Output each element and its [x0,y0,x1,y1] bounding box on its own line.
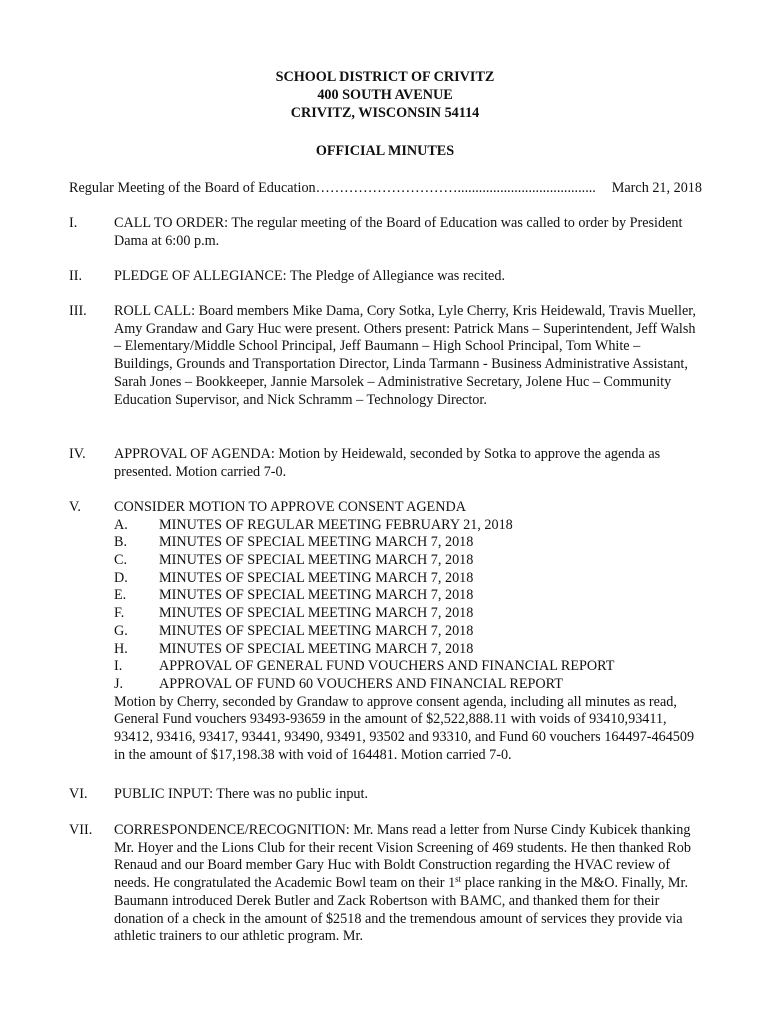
text-part-a: CORRESPONDENCE/RECOGNITION: Mr. Mans read a letter from Nurse Cindy Kubicek thanking Mr. Hoyer and the Lions Club for their recent Vision Screening of 469 students. He then thanked Rob Renaud and our Board member Gary Huc with Boldt Construction regarding the HVAC review of needs. He congratulated the Academic Bowl team on their 1 [114,822,691,892]
consent-item [114,641,702,659]
item-text: APPROVAL OF GENERAL FUND VOUCHERS AND FINANCIAL REPORT [159,658,615,675]
section-text: ROLL CALL: Board members Mike Dama, Cory Sotka, Lyle Cherry, Kris Heidewald, Travis Mueller, Amy Grandaw and Gary Huc were present. Others present: Patrick Mans – Superintendent, Jeff Walsh – Elementary/Middle School Principal, Jeff Baumann – High School Principal, Tom White – Buildings, Grounds and Transportation Director, Linda Tarmann - Business Administrative Assistant, Sarah Jones – Bookkeeper, Jannie Marsolek – Administrative Secretary, Jolene Huc – Community Education Supervisor, and Nick Schramm – Technology Director. [114,303,696,408]
consent-item [114,534,702,552]
section-text [114,822,702,946]
section-text: PUBLIC INPUT: There was no public input. [114,786,368,802]
text-part-b: place ranking in the M&O. Finally, Mr. Baumann introduced Derek Butler and Zack Robertson with BAMC, and thanked them for their donation of a check in the amount of $2518 and the tremendous amount of services they provide via athletic trainers to our athletic program. Mr. [114,875,689,945]
item-letter: G. [114,622,128,639]
section-text: PLEDGE OF ALLEGIANCE: The Pledge of Allegiance was recited. [114,268,505,284]
consent-item [114,605,702,623]
item-text: MINUTES OF SPECIAL MEETING MARCH 7, 2018 [159,622,474,639]
section-number: III. [69,303,87,319]
consent-item [114,552,702,570]
section-roll-call [69,303,702,409]
section-number: II. [69,268,82,284]
consent-item [114,658,702,676]
item-letter: D. [114,569,128,586]
consent-item [114,623,702,641]
section-number: V. [69,499,81,515]
section-text: CALL TO ORDER: The regular meeting of the Board of Education was called to order by President Dama at 6:00 p.m. [114,215,683,249]
consent-item [114,570,702,588]
item-text: MINUTES OF SPECIAL MEETING MARCH 7, 2018 [159,587,474,604]
consent-item [114,676,702,694]
letterhead [0,69,770,123]
city-state-zip: CRIVITZ, WISCONSIN 54114 [290,105,480,121]
section-public-input [69,786,702,804]
section-number: I. [69,215,78,231]
item-letter: A. [114,516,128,533]
section-number: VII. [69,822,93,838]
meeting-line [69,180,702,198]
section-call-to-order [69,215,702,250]
consent-motion: Motion by Cherry, seconded by Grandaw to approve consent agenda, including all minutes as read, General Fund vouchers 93493-93659 in the amount of $2,522,888.11 with voids of 93410,93411, 93412, 93416, 93417, 93441, 93490, 93491, 93502 and 93310, and Fund 60 vouchers 164497-464509 in the amount of $17,198.38 with void of 164481. Motion carried 7-0. [114,693,695,763]
district-name: SCHOOL DISTRICT OF CRIVITZ [275,69,495,85]
street-address: 400 SOUTH AVENUE [317,87,453,103]
item-text: MINUTES OF SPECIAL MEETING MARCH 7, 2018 [159,569,474,586]
document-title: OFFICIAL MINUTES [315,143,455,159]
item-text: MINUTES OF SPECIAL MEETING MARCH 7, 2018 [159,640,474,657]
section-number: IV. [69,446,86,462]
item-text: MINUTES OF SPECIAL MEETING MARCH 7, 2018 [159,534,474,551]
section-text: APPROVAL OF AGENDA: Motion by Heidewald, seconded by Sotka to approve the agenda as presented. Motion carried 7-0. [114,446,661,480]
item-letter: E. [114,587,127,604]
ordinal-suffix: st [455,874,462,885]
section-number: VI. [69,786,88,802]
item-letter: J. [114,675,124,692]
consent-item [114,587,702,605]
section-approval-of-agenda [69,446,702,481]
item-text: MINUTES OF SPECIAL MEETING MARCH 7, 2018 [159,605,474,622]
item-letter: H. [114,640,128,657]
item-letter: F. [114,605,125,622]
item-letter: I. [114,658,123,675]
item-text: APPROVAL OF FUND 60 VOUCHERS AND FINANCIAL REPORT [159,675,563,692]
section-consent-agenda [69,499,702,764]
item-text: MINUTES OF SPECIAL MEETING MARCH 7, 2018 [159,552,474,569]
section-correspondence [69,822,702,946]
section-pledge [69,268,702,286]
meeting-date: March 21, 2018 [611,180,702,196]
item-letter: B. [114,534,128,551]
consent-item [114,517,702,535]
item-text: MINUTES OF REGULAR MEETING FEBRUARY 21, 2018 [159,516,513,533]
item-letter: C. [114,552,128,569]
meeting-label: Regular Meeting of the Board of Education…………………………....................................... [69,180,596,196]
section-heading: CONSIDER MOTION TO APPROVE CONSENT AGENDA [114,499,466,515]
